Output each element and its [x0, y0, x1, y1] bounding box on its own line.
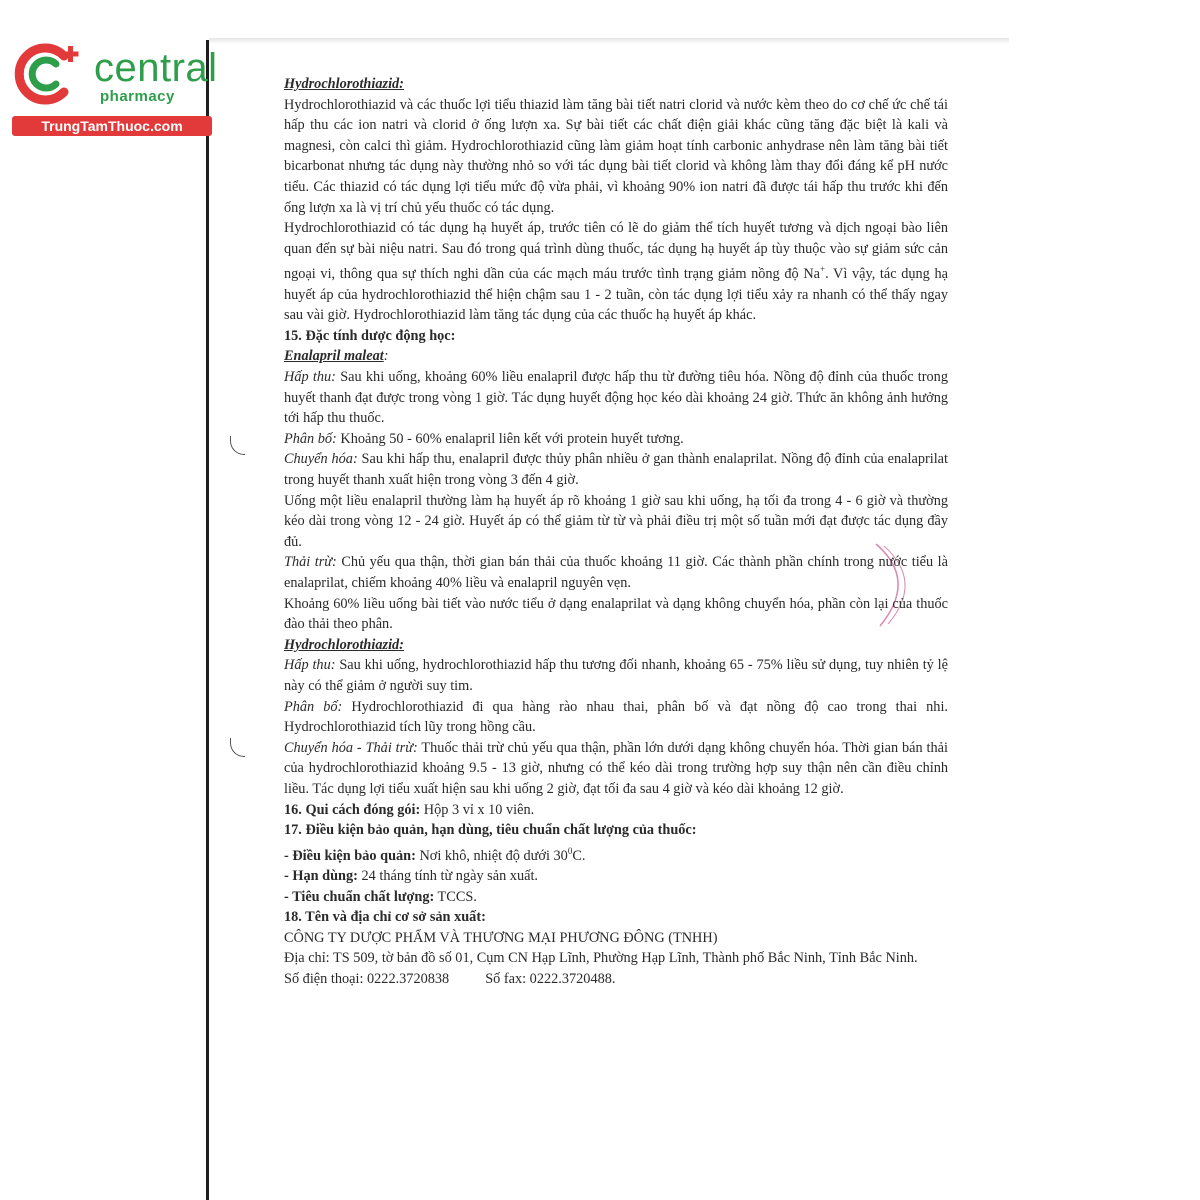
scan-edge-line	[206, 40, 209, 1200]
paragraph: Hydrochlorothiazid và các thuốc lợi tiểu thiazid làm tăng bài tiết natri clorid và nước kèm theo do cơ chế ức chế tái hấp thu các ion natri và clorid ở ống lượn xa. Sự bài tiết các chất điện giải khác cũng tăng đặc biệt là kali và magnesi, còn calci thì giảm. Hydrochlorothiazid cũng làm giảm hoạt tính carbonic anhydrase nên làm tăng bài tiết bicarbonat nhưng tác dụng này thường nhỏ so với tác dụng bài tiết clorid và không làm thay đổi đáng kể pH nước tiểu. Các thiazid có tác dụng lợi tiểu mức độ vừa phải, vì khoảng 90% ion natri đã được tái hấp thu trước khi đến ống lượn xa là vị trí chủ yếu thuốc có tác dụng.	[284, 96, 948, 216]
scan-mark	[230, 738, 245, 757]
central-pharmacy-logo	[8, 38, 218, 138]
paragraph: Thải trừ: Chủ yếu qua thận, thời gian bán thải của thuốc khoảng 11 giờ. Các thành phần chính trong nước tiểu là enalaprilat, chiếm khoảng 40% liều và enalapril nguyên vẹn.	[284, 554, 948, 592]
contact-line: Số điện thoại: 0222.3720838 Số fax: 0222.3720488.	[284, 971, 616, 988]
paragraph: Hấp thu: Sau khi uống, hydrochlorothiazid hấp thu tương đối nhanh, khoảng 65 - 75% liều sử dụng, tuy nhiên tỷ lệ này có thể giảm ở người suy tim.	[284, 657, 948, 694]
pharmacy-cross-icon	[12, 42, 84, 106]
storage-line: - Điều kiện bảo quản: Nơi khô, nhiệt độ dưới $30^0C$.	[284, 845, 586, 864]
paragraph: Chuyển hóa - Thải trừ: Thuốc thải trừ chủ yếu qua thận, phần lớn dưới dạng không chuyển hóa. Thời gian bán thải của hydrochlorothiazid khoảng 9.5 - 13 giờ, nhưng có thể kéo dài trong trường hợp suy thận nên cần điều chỉnh liều. Tác dụng lợi tiểu xuất hiện sau khi uống 2 giờ, đạt tối đa sau 4 giờ và kéo dài khoảng 12 giờ.	[284, 739, 948, 797]
subsection-heading: Enalapril maleat:	[284, 348, 389, 365]
packaging-line: 16. Qui cách đóng gói: Hộp 3 vỉ x 10 viên.	[284, 801, 535, 818]
subsection-heading: Hydrochlorothiazid:	[284, 636, 404, 653]
paragraph: Phân bố: Khoảng 50 - 60% enalapril liên kết với protein huyết tương.	[284, 430, 684, 447]
paragraph: Khoảng 60% liều uống bài tiết vào nước tiểu ở dạng enalaprilat và dạng không chuyển hóa, phần còn lại của thuốc đào thải theo phân.	[284, 595, 948, 633]
standard-line: - Tiêu chuẩn chất lượng: TCCS.	[284, 888, 477, 905]
brand-subtitle: pharmacy	[100, 88, 175, 105]
paragraph: Chuyển hóa: Sau khi hấp thu, enalapril được thủy phân nhiều ở gan thành enalaprilat. Nồng độ đỉnh của enalaprilat trong huyết thanh xuất hiện trong vòng 3 đến 4 giờ.	[284, 451, 948, 489]
paragraph: Phân bố: Hydrochlorothiazid đi qua hàng rào nhau thai, phân bố và đạt nồng độ cao trong thai nhi. Hydrochlorothiazid tích lũy trong hồng cầu.	[284, 698, 949, 736]
expiry-line: - Hạn dùng: 24 tháng tính từ ngày sản xuất.	[284, 868, 538, 885]
paragraph: Uống một liều enalapril thường làm hạ huyết áp rõ khoảng 1 giờ sau khi uống, hạ tối đa trong 4 - 6 giờ và thường kéo dài trong vòng 12 - 24 giờ. Huyết áp có thể giảm từ từ và phải điều trị một số tuần mới đạt được tác dụng đầy đủ.	[284, 492, 948, 550]
brand-website: TrungTamThuoc.com	[12, 116, 212, 136]
section-heading: Hydrochlorothiazid:	[284, 76, 404, 92]
scan-mark	[230, 436, 245, 455]
brand-name: central	[94, 46, 218, 90]
document-body	[284, 74, 948, 990]
section-heading: 15. Đặc tính dược động học:	[284, 327, 456, 344]
paragraph: Hấp thu: Sau khi uống, khoảng 60% liều enalapril được hấp thu từ đường tiêu hóa. Nồng độ đỉnh của thuốc trong huyết thanh đạt được trong vòng 1 giờ. Tác dụng huyết động học kéo dài khoảng 24 giờ. Thức ăn không ảnh hưởng tới hấp thu thuốc.	[284, 369, 948, 427]
section-heading: 18. Tên và địa chỉ cơ sở sản xuất:	[284, 909, 486, 926]
paragraph: Hydrochlorothiazid có tác dụng hạ huyết áp, trước tiên có lẽ do giảm thể tích huyết tương và dịch ngoại bào liên quan đến sự bài niệu natri. Sau đó trong quá trình dùng thuốc, tác dụng hạ huyết áp tùy thuộc vào sự giảm sức cản ngoại vi, thông qua sự thích nghi dần của các mạch máu trước tình trạng giảm nồng độ Na+. Vì vậy, tác dụng hạ huyết áp của hydrochlorothiazid thể hiện chậm sau 1 - 2 tuần, còn tác dụng lợi tiểu xảy ra nhanh có thể thấy ngay sau vài giờ. Hydrochlorothiazid làm tăng tác dụng của các thuốc hạ huyết áp khác.	[284, 220, 948, 324]
section-heading: 17. Điều kiện bảo quản, hạn dùng, tiêu chuẩn chất lượng của thuốc:	[284, 822, 697, 839]
company-name: CÔNG TY DƯỢC PHẨM VÀ THƯƠNG MẠI PHƯƠNG ĐÔNG (TNHH)	[284, 929, 718, 946]
scan-shadow	[209, 38, 1009, 44]
company-address: Địa chỉ: TS 509, tờ bản đồ số 01, Cụm CN Hạp Lĩnh, Phường Hạp Lĩnh, Thành phố Bắc Ninh, Tỉnh Bắc Ninh.	[284, 950, 918, 967]
